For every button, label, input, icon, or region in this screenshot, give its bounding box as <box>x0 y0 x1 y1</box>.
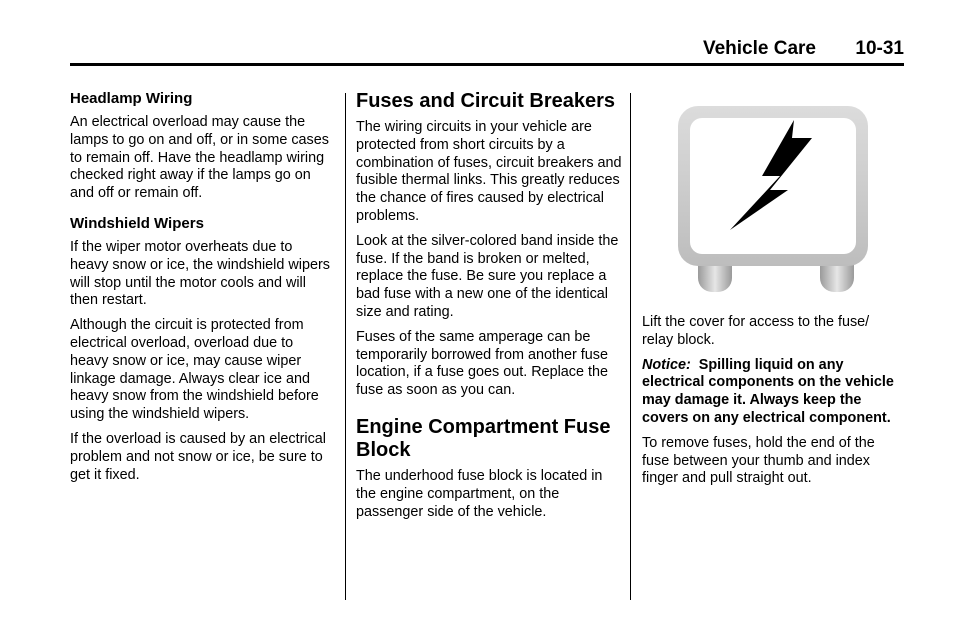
column-3 <box>642 98 904 495</box>
paragraph: If the overload is caused by an electrical problem and not snow or ice, be sure to get it fixed. <box>70 430 326 483</box>
heading-fuses-circuit-breakers: Fuses and Circuit Breakers <box>356 90 615 112</box>
section-title: Vehicle Care <box>702 38 816 59</box>
page-number: 10-31 <box>855 38 904 59</box>
heading-windshield-wipers: Windshield Wipers <box>70 214 204 232</box>
notice-text: Spilling liquid on any electrical components on the vehicle may damage it. Always keep the covers on any electrical component. <box>642 356 894 426</box>
page-header <box>70 38 904 62</box>
column-divider-2 <box>630 93 631 600</box>
column-1 <box>70 90 332 491</box>
paragraph: The underhood fuse block is located in the engine compartment, on the passenger side of the vehicle. <box>356 467 603 520</box>
paragraph: Lift the cover for access to the fuse/ relay block. <box>642 314 870 348</box>
header-rule <box>70 63 904 66</box>
paragraph: Although the circuit is protected from electrical overload, overload due to heavy snow or ice, may cause wiper linkage damage. Always clear ice and heavy snow from the windshield before using the windshield wipers. <box>70 317 319 423</box>
paragraph: Look at the silver-colored band inside the fuse. If the band is broken or melted, replace the fuse. Be sure you replace a bad fuse with a new one of the identical size and rating. <box>356 232 619 320</box>
paragraph: If the wiper motor overheats due to heavy snow or ice, the windshield wipers will stop until the motor cools and will then restart. <box>70 238 330 309</box>
paragraph: Fuses of the same amperage can be temporarily borrowed from another fuse location, if a fuse goes out. Replace the fuse as soon as you can. <box>356 328 608 399</box>
paragraph: An electrical overload may cause the lamps to go on and off, or in some cases to remain off. Have the headlamp wiring checked right away if the lamps go on and off or remain off. <box>70 114 329 202</box>
notice <box>642 357 904 428</box>
paragraph: To remove fuses, hold the end of the fuse between your thumb and index finger and pull straight out. <box>642 434 875 487</box>
column-2 <box>356 90 622 528</box>
heading-engine-compartment-fuse-block: Engine Compartment Fuse Block <box>356 415 611 461</box>
column-divider-1 <box>345 93 346 600</box>
paragraph: The wiring circuits in your vehicle are protected from short circuits by a combination of fuses, circuit breakers and fusible thermal links. This greatly reduces the chance of fires caused by electrical problems. <box>356 119 622 224</box>
fuse-block-lightning-icon <box>642 98 904 308</box>
notice-label: Notice: <box>642 356 691 373</box>
heading-headlamp-wiring: Headlamp Wiring <box>70 90 193 107</box>
